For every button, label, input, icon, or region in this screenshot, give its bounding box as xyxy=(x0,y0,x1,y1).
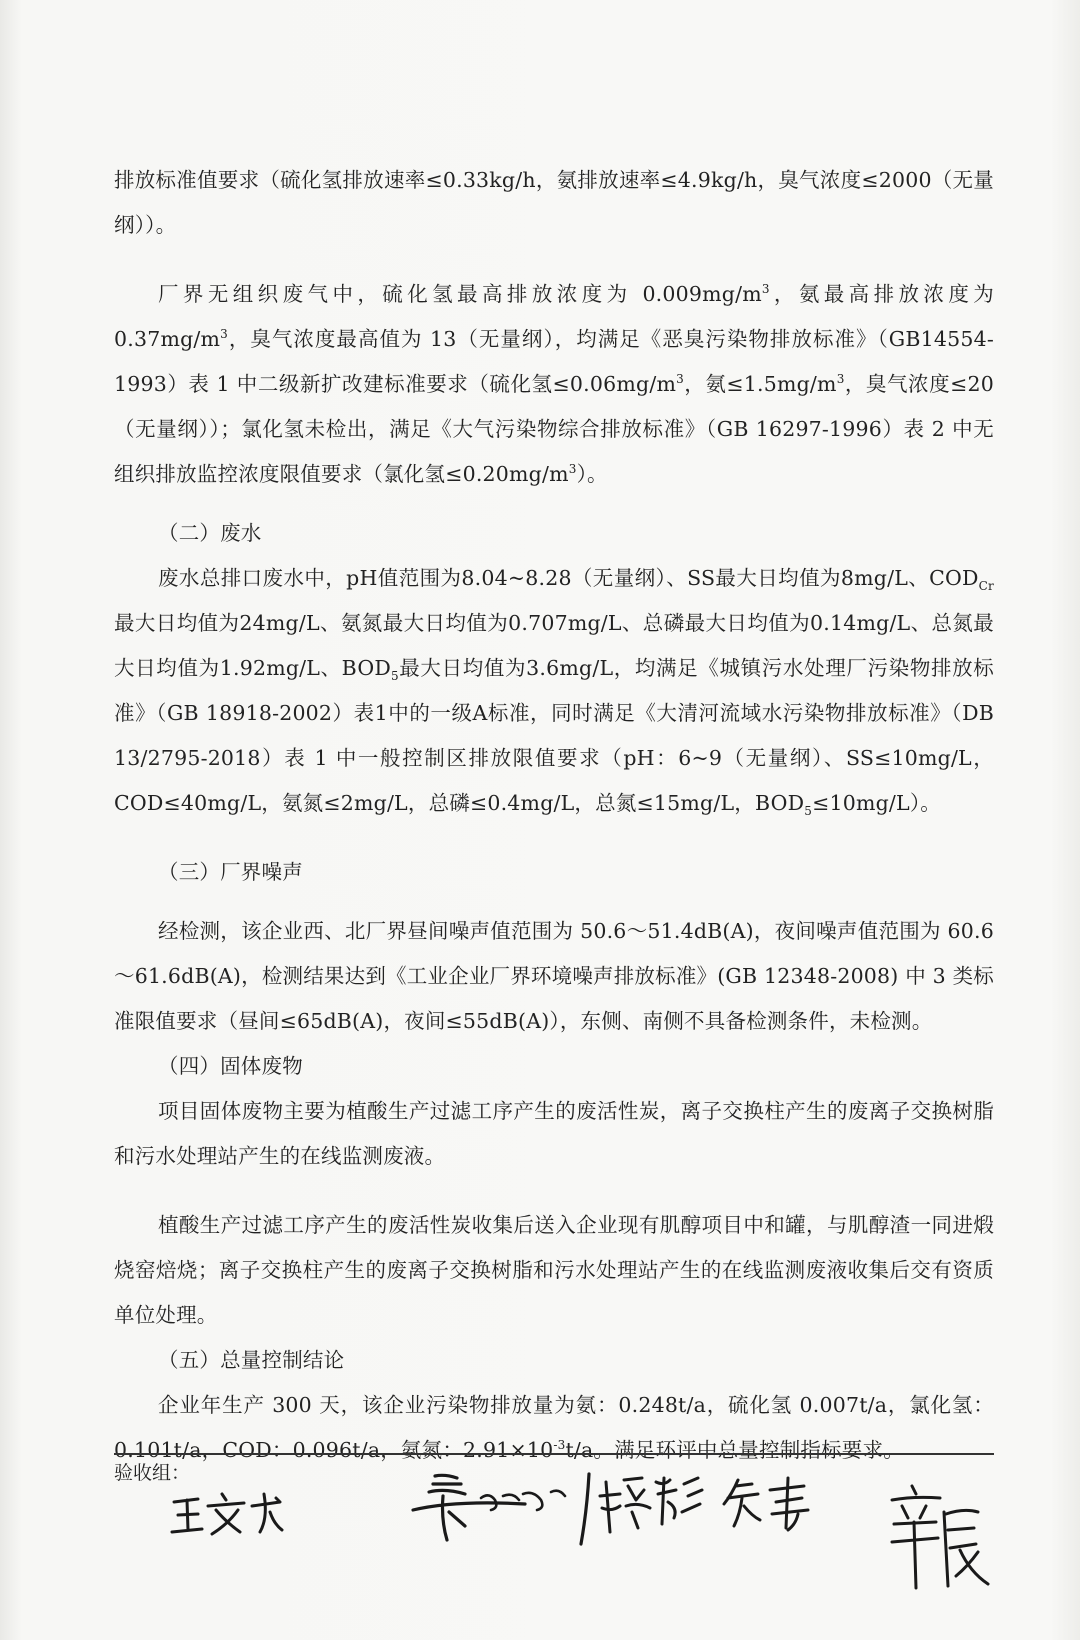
acceptance-group-label: 验收组： xyxy=(114,1462,191,1484)
paragraph-wastewater: 废水总排口废水中，pH值范围为8.04~8.28（无量纲）、SS最大日均值为8mg/L、$COD_{Cr}$最大日均值为24mg/L、氨氮最大日均值为0.707mg/L、总磷最大日均值为0.14mg/L、总氮最大日均值为1.92mg/L、$BOD_5$最大日均值为3.6mg/L，均满足《城镇污水处理厂污染物排放标准》（GB 18918-2002）表1中的一级A标准，同时满足《大清河流域水污染物排放标准》（DB 13/2795-2018）表 1 中一般控制区排放限值要求（pH：6~9（无量纲）、SS≤10mg/L，COD≤40mg/L，氨氮≤2mg/L，总磷≤0.4mg/L，总氮≤15mg/L，$BOD_5\le 10mg/L$）。 xyxy=(114,566,994,819)
signature-2 xyxy=(405,1470,605,1548)
signature-5 xyxy=(884,1482,994,1592)
paragraph-total-control: 企业年生产 300 天，该企业污染物排放量为氨：0.248t/a，硫化氢 0.007t/a，氯化氢：0.101t/a，COD：0.096t/a，氨氮：$2.91\times 10^{-3}t/a$。满足环评中总量控制指标要求。 xyxy=(114,1393,994,1462)
paragraph-noise: 经检测，该企业西、北厂界昼间噪声值范围为 50.6～51.4dB(A)，夜间噪声值范围为 60.6～61.6dB(A)，检测结果达到《工业企业厂界环境噪声排放标准》(GB 12348-2008) 中 3 类标准限值要求（昼间≤65dB(A)，夜间≤55dB(A)），东侧、南侧不具备检测条件，未检测。 xyxy=(114,919,994,1033)
heading-wastewater: （二）废水 xyxy=(158,521,262,545)
paragraph-gas-standard-continued: 排放标准值要求（硫化氢排放速率≤0.33kg/h，氨排放速率≤4.9kg/h，臭气浓度≤2000（无量纲））。 xyxy=(114,168,994,237)
paragraph-solid-waste-1: 项目固体废物主要为植酸生产过滤工序产生的废活性炭，离子交换柱产生的废离子交换树脂和污水处理站产生的在线监测废液。 xyxy=(114,1099,994,1168)
document-body xyxy=(114,158,994,1473)
paragraph-fugitive-gas: 厂界无组织废气中，硫化氢最高排放浓度为 $0.009mg/m^3$，氨最高排放浓度为 $0.37mg/m^3$，臭气浓度最高值为 13（无量纲），均满足《恶臭污染物排放标准》（GB14554-1993）表 1 中二级新扩改建标准要求（硫化氢$\le 0.06mg/m^3$，氨$\le 1.5mg/m^3$，臭气浓度≤20（无量纲））；氯化氢未检出，满足《大气污染物综合排放标准》（GB 16297-1996）表 2 中无组织排放监控浓度限值要求（氯化氢$\le 0.20mg/m^3$）。 xyxy=(114,282,994,486)
paragraph-solid-waste-2: 植酸生产过滤工序产生的废活性炭收集后送入企业现有肌醇项目中和罐，与肌醇渣一同进煅烧窑焙烧；离子交换柱产生的废离子交换树脂和污水处理站产生的在线监测废液收集后交有资质单位处理。 xyxy=(114,1213,994,1327)
heading-noise: （三）厂界噪声 xyxy=(158,860,303,884)
signature-1 xyxy=(168,1488,288,1540)
signature-4 xyxy=(718,1476,818,1536)
signature-divider xyxy=(114,1453,994,1455)
signature-3 xyxy=(598,1472,708,1538)
heading-solid-waste: （四）固体废物 xyxy=(158,1054,303,1078)
heading-total-control: （五）总量控制结论 xyxy=(158,1348,345,1372)
